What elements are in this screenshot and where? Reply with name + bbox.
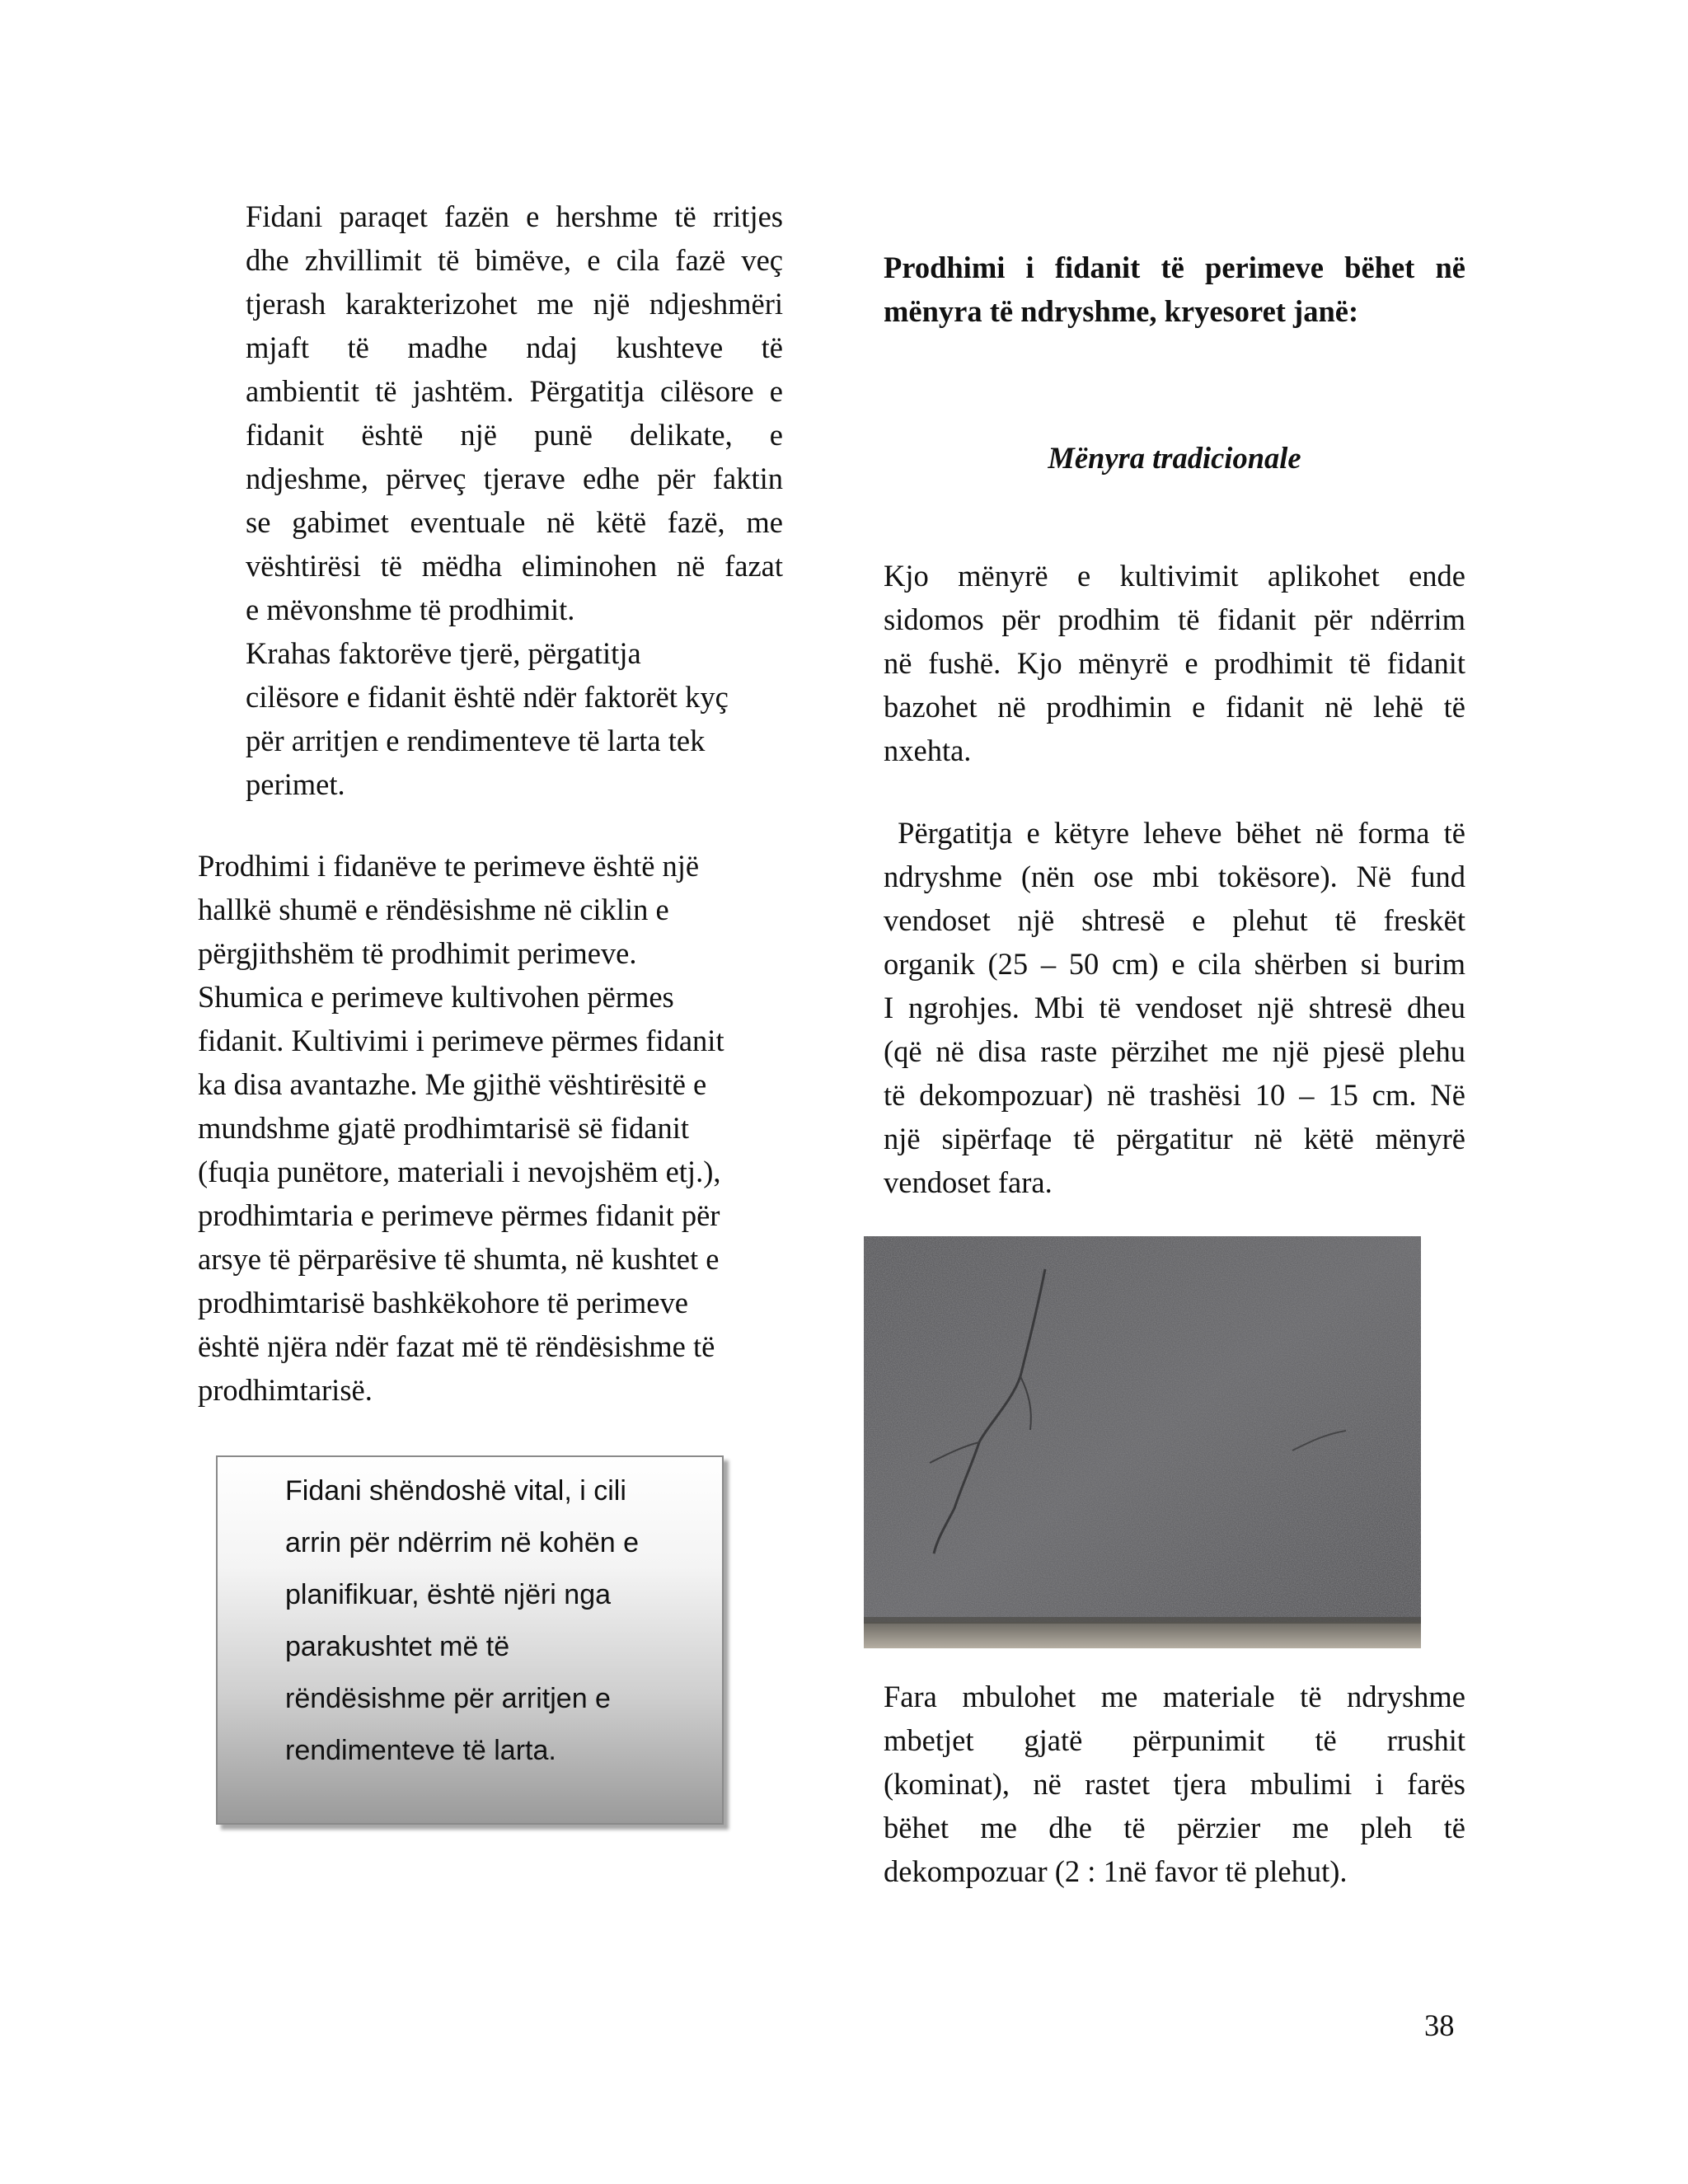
text-line: ambientit të jashtëm. Përgatitja cilësore e bbox=[246, 374, 783, 408]
highlight-box-text bbox=[285, 1465, 714, 1777]
text-line: është njëra ndër fazat më të rëndësishme të bbox=[198, 1329, 715, 1363]
text-line: Fara mbulohet me materiale të ndryshme bbox=[884, 1680, 1465, 1713]
text-line: vështirësi të mëdha eliminohen në fazat bbox=[246, 549, 783, 583]
text-line: mbetjet gjatë përpunimit të rrushit bbox=[884, 1723, 1465, 1757]
text-line: prodhimtarisë bashkëkohore të perimeve bbox=[198, 1286, 688, 1319]
text-line: ka disa avantazhe. Me gjithë vështirësitë e bbox=[198, 1067, 707, 1101]
text-line: një sipërfaqe të përgatitur në këtë mënyrë bbox=[884, 1122, 1465, 1155]
highlight-box bbox=[216, 1455, 724, 1825]
text-line: mjaft të madhe ndaj kushteve të bbox=[246, 330, 783, 364]
text-line: përgjithshëm të prodhimit perimeve. bbox=[198, 936, 637, 970]
text-line: (që në disa raste përzihet me një pjesë plehu bbox=[884, 1034, 1465, 1068]
text-line: Fidani paraqet fazën e hershme të rritjes bbox=[246, 199, 783, 233]
page-number: 38 bbox=[1424, 2008, 1455, 2042]
text-line: organik (25 – 50 cm) e cila shërben si burim bbox=[884, 947, 1465, 981]
text-line: dhe zhvillimit të bimëve, e cila fazë veç bbox=[246, 243, 783, 277]
text-line: fidanit është një punë delikate, e bbox=[246, 418, 783, 452]
preparation-paragraph bbox=[884, 811, 1465, 1204]
text-line: nxehta. bbox=[884, 733, 972, 767]
text-line: Krahas faktorëve tjerë, përgatitja bbox=[246, 636, 641, 670]
text-line: cilësore e fidanit është ndër faktorët kyç bbox=[246, 680, 729, 714]
text-line: Prodhimi i fidanit të perimeve bëhet në bbox=[884, 251, 1465, 284]
text-line: bëhet me dhe të përzier me pleh të bbox=[884, 1811, 1465, 1844]
production-paragraph bbox=[198, 844, 791, 1412]
intro-paragraph bbox=[246, 194, 783, 806]
text-line: Prodhimi i fidanëve te perimeve është një bbox=[198, 849, 700, 883]
text-line: hallkë shumë e rëndësishme në ciklin e bbox=[198, 893, 669, 926]
text-line: fidanit. Kultivimi i perimeve përmes fidanit bbox=[198, 1024, 724, 1057]
text-line: Fidani shëndoshë vital, i cili bbox=[285, 1475, 626, 1507]
text-line: se gabimet eventuale në këtë fazë, me bbox=[246, 505, 783, 539]
text-line: rendimenteve të larta. bbox=[285, 1735, 556, 1766]
subheading: Mënyra tradicionale bbox=[1048, 441, 1301, 475]
text-line: mënyra të ndryshme, kryesoret janë: bbox=[884, 294, 1359, 328]
text-line: dekompozuar (2 : 1në favor të plehut). bbox=[884, 1854, 1348, 1888]
text-line: arrin për ndërrim në kohën e bbox=[285, 1527, 640, 1558]
section-heading bbox=[884, 246, 1465, 333]
text-line: (kominat), në rastet tjera mbulimi i farës bbox=[884, 1767, 1465, 1801]
text-line: rëndësishme për arritjen e bbox=[285, 1683, 611, 1714]
traditional-paragraph bbox=[884, 554, 1465, 772]
text-line: planifikuar, është njëri nga bbox=[285, 1579, 612, 1610]
text-line: prodhimtaria e perimeve përmes fidanit për bbox=[198, 1198, 720, 1232]
text-line: vendoset një shtresë e plehut të freskët bbox=[884, 903, 1465, 937]
text-line: bazohet në prodhimin e fidanit në lehë të bbox=[884, 690, 1465, 724]
text-line: parakushtet më të bbox=[285, 1631, 510, 1662]
text-line: Kjo mënyrë e kultivimit aplikohet ende bbox=[884, 559, 1465, 593]
text-line: në fushë. Kjo mënyrë e prodhimit të fidanit bbox=[884, 646, 1465, 680]
text-line: mundshme gjatë prodhimtarisë së fidanit bbox=[198, 1111, 690, 1145]
text-line: vendoset fara. bbox=[884, 1165, 1053, 1199]
text-line: Përgatitja e këtyre leheve bëhet në forma të bbox=[884, 816, 1465, 850]
text-line: për arritjen e rendimenteve të larta tek bbox=[246, 724, 706, 757]
text-line: perimet. bbox=[246, 767, 345, 801]
text-line: prodhimtarisë. bbox=[198, 1373, 373, 1407]
text-line: e mëvonshme të prodhimit. bbox=[246, 593, 575, 626]
text-line: I ngrohjes. Mbi të vendoset një shtresë dheu bbox=[884, 991, 1465, 1024]
covering-paragraph bbox=[884, 1675, 1465, 1893]
text-line: arsye të përparësive të shumta, në kushtet e bbox=[198, 1242, 720, 1276]
text-line: të dekompozuar) në trashësi 10 – 15 cm. Në bbox=[884, 1078, 1465, 1112]
text-line: Shumica e perimeve kultivohen përmes bbox=[198, 980, 674, 1014]
text-line: (fuqia punëtore, materiali i nevojshëm etj.), bbox=[198, 1155, 721, 1188]
text-line: ndryshme (nën ose mbi tokësore). Në fund bbox=[884, 860, 1465, 893]
text-line: tjerash karakterizohet me një ndjeshmëri bbox=[246, 287, 783, 321]
text-line: sidomos për prodhim të fidanit për ndërrim bbox=[884, 602, 1465, 636]
text-line: ndjeshme, përveç tjerave edhe për faktin bbox=[246, 462, 783, 495]
soil-bed-photo bbox=[864, 1236, 1421, 1648]
